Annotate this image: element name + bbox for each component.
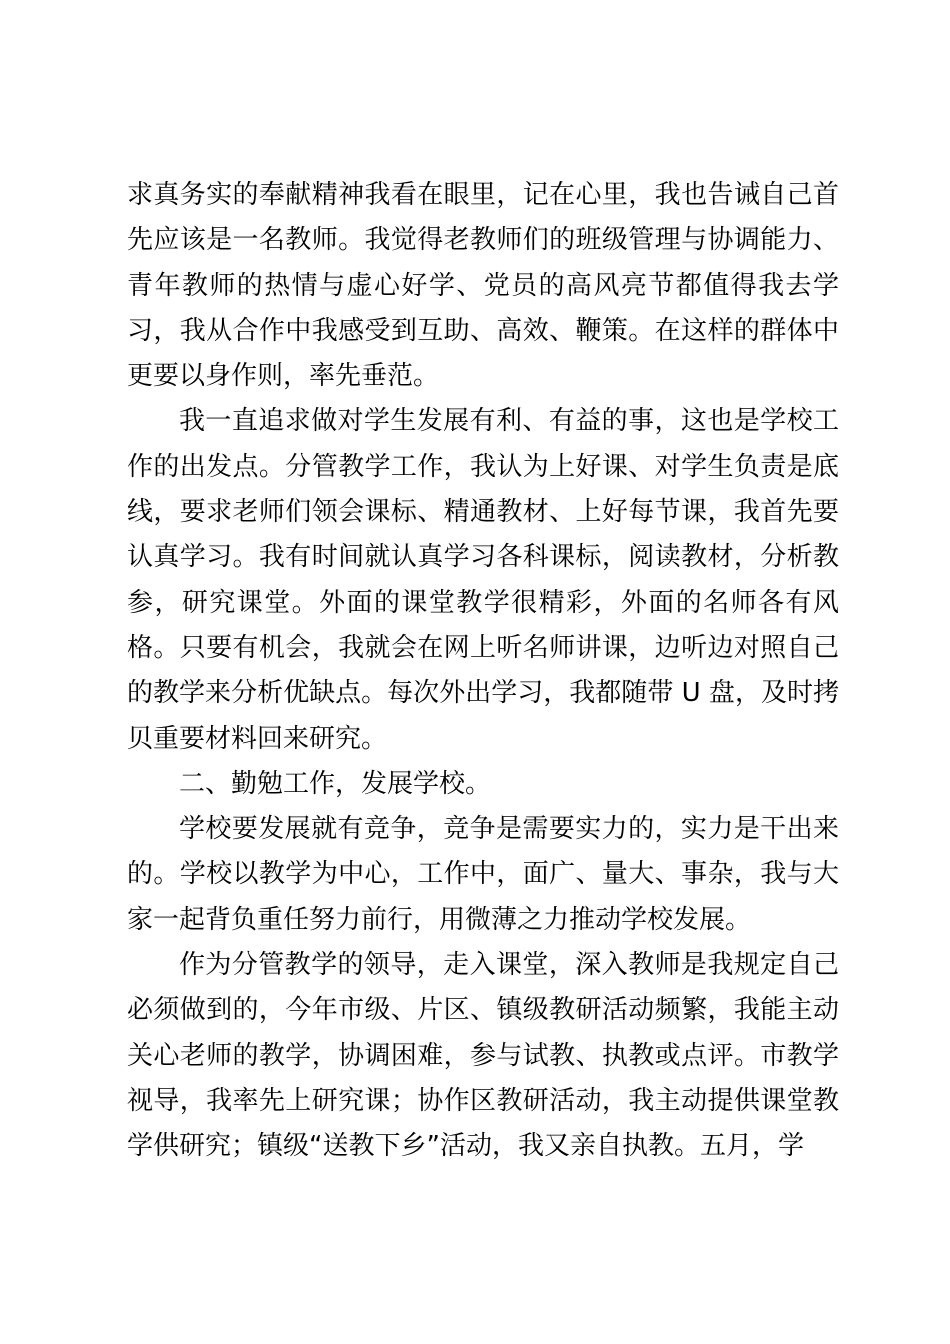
section-heading: 二、勤勉工作，发展学校。 bbox=[179, 768, 492, 799]
paragraph-school-development: 学校要发展就有竞争，竞争是需要实力的，实力是干出来的。学校以教学为中心，工作中，面广、量大、事杂，我与大家一起背负重任努力前行，用微薄之力推动学校发展。 bbox=[127, 814, 839, 935]
paragraph-teaching-pursuit: 我一直追求做对学生发展有利、有益的事，这也是学校工作的出发点。分管教学工作，我认为上好课、对学生负责是底线，要求老师们领会课标、精通教材、上好每节课，我首先要认真学习。我有时间就认真学习各科课标，阅读教材，分析教参，研究课堂。外面的课堂教学很精彩，外面的名师各有风格。只要有机会，我就会在网上听名师讲课，边听边对照自己的教学来分析优缺点。每次外出学习，我都随带 U 盘，及时拷贝重要材料回来研究。 bbox=[127, 406, 839, 754]
paragraph-teaching-leadership: 作为分管教学的领导，走入课堂，深入教师是我规定自己必须做到的，今年市级、片区、镇级教研活动频繁，我能主动关心老师的教学，协调困难，参与试教、执教或点评。市教学视导，我率先上研究课；协作区教研活动，我主动提供课堂教学供研究；镇级“送教下乡”活动，我又亲自执教。五月，学 bbox=[127, 950, 839, 1162]
paragraph-continuation: 求真务实的奉献精神我看在眼里，记在心里，我也告诫自己首先应该是一名教师。我觉得老教师们的班级管理与协调能力、青年教师的热情与虚心好学、党员的高风亮节都值得我去学习，我从合作中我感受到互助、高效、鞭策。在这样的群体中更要以身作则，率先垂范。 bbox=[127, 180, 839, 392]
document-body bbox=[127, 173, 839, 1170]
